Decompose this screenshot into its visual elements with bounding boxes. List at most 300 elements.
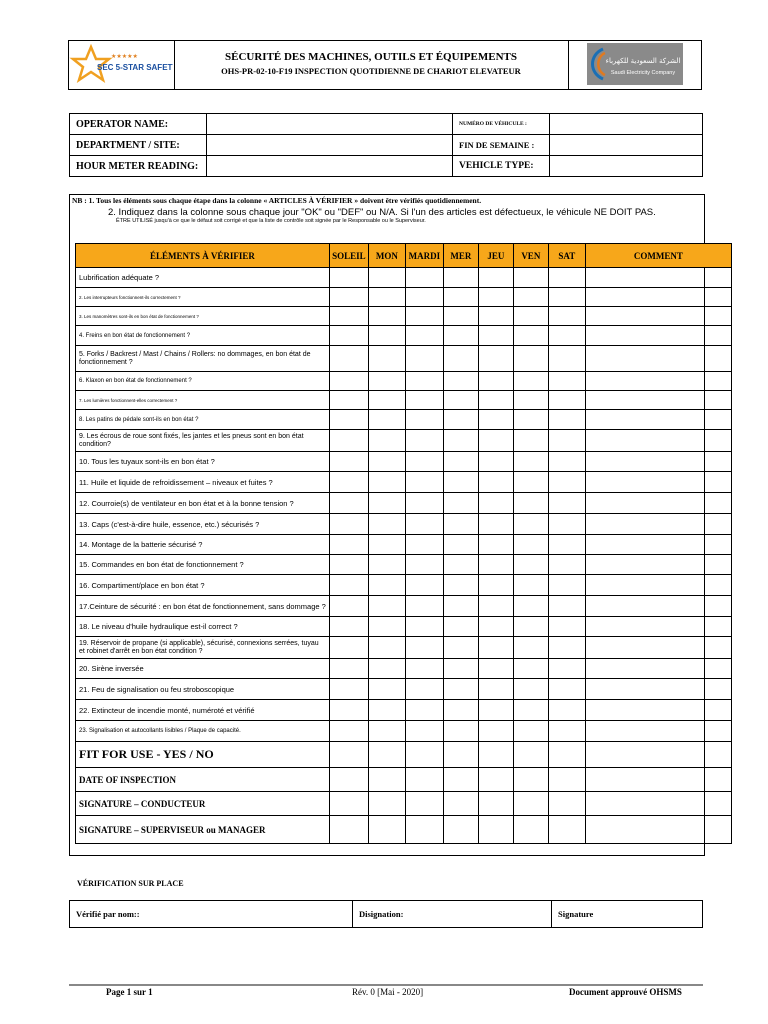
day-check-cell[interactable] bbox=[513, 617, 548, 637]
day-check-cell[interactable] bbox=[443, 659, 478, 679]
note-line-2: 2. Indiquez dans la colonne sous chaque jour "OK" ou "DEF" ou N/A. Si l'un des articles est défectueux, le véhicule NE DOIT PAS. bbox=[108, 207, 656, 218]
designation-field[interactable]: Disignation: bbox=[353, 901, 552, 928]
day-check-cell[interactable] bbox=[548, 617, 585, 637]
day-check-cell[interactable] bbox=[443, 617, 478, 637]
day-check-cell[interactable] bbox=[478, 596, 513, 617]
day-check-cell[interactable] bbox=[443, 535, 478, 555]
day-check-cell[interactable] bbox=[405, 346, 443, 372]
day-check-cell[interactable] bbox=[478, 659, 513, 679]
col-header: COMMENT bbox=[585, 244, 731, 268]
day-check-cell[interactable] bbox=[443, 679, 478, 700]
col-header: JEU bbox=[478, 244, 513, 268]
checklist-item-label: 23. Signalisation et autocollants lisibles / Plaque de capacité. bbox=[76, 721, 330, 742]
comment-cell[interactable] bbox=[585, 575, 731, 596]
day-check-cell[interactable] bbox=[368, 721, 405, 742]
checklist-item-label: 22. Extincteur de incendie monté, numéroté et vérifié bbox=[76, 700, 330, 721]
day-check-cell[interactable] bbox=[329, 410, 368, 430]
day-check-cell[interactable] bbox=[443, 575, 478, 596]
checklist-item-label: 11. Huile et liquide de refroidissement – niveaux et fuites ? bbox=[76, 472, 330, 493]
checklist-item-label: SIGNATURE – SUPERVISEUR ou MANAGER bbox=[76, 816, 330, 844]
day-check-cell[interactable] bbox=[405, 742, 443, 768]
day-check-cell[interactable] bbox=[329, 372, 368, 391]
checklist-row bbox=[76, 700, 732, 721]
day-check-cell[interactable] bbox=[368, 493, 405, 514]
day-check-cell[interactable] bbox=[443, 792, 478, 816]
day-check-cell[interactable] bbox=[513, 659, 548, 679]
day-check-cell[interactable] bbox=[443, 700, 478, 721]
day-check-cell[interactable] bbox=[443, 742, 478, 768]
day-check-cell[interactable] bbox=[329, 288, 368, 307]
col-header: MARDI bbox=[405, 244, 443, 268]
day-check-cell[interactable] bbox=[443, 452, 478, 472]
company-logo-icon bbox=[569, 41, 700, 87]
day-check-cell[interactable] bbox=[478, 700, 513, 721]
day-check-cell[interactable] bbox=[548, 637, 585, 659]
star-logo-icon bbox=[69, 41, 173, 87]
day-check-cell[interactable] bbox=[443, 555, 478, 575]
verification-title: VÉRIFICATION SUR PLACE bbox=[77, 879, 184, 888]
day-check-cell[interactable] bbox=[368, 535, 405, 555]
instructions-note bbox=[72, 196, 762, 224]
day-check-cell[interactable] bbox=[513, 816, 548, 844]
signature-field[interactable]: Signature bbox=[552, 901, 703, 928]
day-check-cell[interactable] bbox=[329, 700, 368, 721]
day-check-cell[interactable] bbox=[548, 326, 585, 346]
day-check-cell[interactable] bbox=[478, 268, 513, 288]
day-check-cell[interactable] bbox=[405, 514, 443, 535]
day-check-cell[interactable] bbox=[329, 326, 368, 346]
day-check-cell[interactable] bbox=[478, 452, 513, 472]
checklist-item-label: 6. Klaxon en bon état de fonctionnement ? bbox=[76, 372, 330, 391]
day-check-cell[interactable] bbox=[548, 555, 585, 575]
vehicle-number-label: NUMÉRO DE VÉHICULE : bbox=[453, 114, 550, 135]
checklist-item-label: 8. Les patins de pédale sont-ils en bon état ? bbox=[76, 410, 330, 430]
day-check-cell[interactable] bbox=[443, 288, 478, 307]
day-check-cell[interactable] bbox=[548, 535, 585, 555]
day-check-cell[interactable] bbox=[548, 307, 585, 326]
checklist-item-label: 20. Sirène inversée bbox=[76, 659, 330, 679]
day-check-cell[interactable] bbox=[329, 721, 368, 742]
day-check-cell[interactable] bbox=[548, 742, 585, 768]
day-check-cell[interactable] bbox=[443, 472, 478, 493]
day-check-cell[interactable] bbox=[513, 410, 548, 430]
day-check-cell[interactable] bbox=[443, 391, 478, 410]
day-check-cell[interactable] bbox=[478, 768, 513, 792]
day-check-cell[interactable] bbox=[405, 326, 443, 346]
day-check-cell[interactable] bbox=[368, 700, 405, 721]
day-check-cell[interactable] bbox=[443, 493, 478, 514]
day-check-cell[interactable] bbox=[405, 555, 443, 575]
checklist-item-label: 2. Les interrupteurs fonctionnent-ils correctement ? bbox=[76, 288, 330, 307]
day-check-cell[interactable] bbox=[548, 372, 585, 391]
comment-cell[interactable] bbox=[585, 742, 731, 768]
day-check-cell[interactable] bbox=[478, 307, 513, 326]
day-check-cell[interactable] bbox=[513, 472, 548, 493]
day-check-cell[interactable] bbox=[478, 535, 513, 555]
hour-meter-label: HOUR METER READING: bbox=[70, 156, 207, 177]
comment-cell[interactable] bbox=[585, 391, 731, 410]
day-check-cell[interactable] bbox=[329, 472, 368, 493]
day-check-cell[interactable] bbox=[548, 768, 585, 792]
day-check-cell[interactable] bbox=[478, 493, 513, 514]
day-check-cell[interactable] bbox=[513, 452, 548, 472]
day-check-cell[interactable] bbox=[548, 575, 585, 596]
day-check-cell[interactable] bbox=[368, 472, 405, 493]
comment-cell[interactable] bbox=[585, 268, 731, 288]
day-check-cell[interactable] bbox=[329, 452, 368, 472]
comment-cell[interactable] bbox=[585, 326, 731, 346]
comment-cell[interactable] bbox=[585, 472, 731, 493]
day-check-cell[interactable] bbox=[443, 372, 478, 391]
comment-cell[interactable] bbox=[585, 555, 731, 575]
day-check-cell[interactable] bbox=[478, 816, 513, 844]
day-check-cell[interactable] bbox=[513, 555, 548, 575]
checklist-row bbox=[76, 372, 732, 391]
comment-cell[interactable] bbox=[585, 452, 731, 472]
day-check-cell[interactable] bbox=[478, 514, 513, 535]
day-check-cell[interactable] bbox=[405, 535, 443, 555]
day-check-cell[interactable] bbox=[443, 596, 478, 617]
operator-info-table bbox=[69, 113, 703, 177]
day-check-cell[interactable] bbox=[329, 391, 368, 410]
day-check-cell[interactable] bbox=[443, 816, 478, 844]
day-check-cell[interactable] bbox=[513, 346, 548, 372]
comment-cell[interactable] bbox=[585, 307, 731, 326]
day-check-cell[interactable] bbox=[405, 452, 443, 472]
day-check-cell[interactable] bbox=[513, 535, 548, 555]
col-header: MON bbox=[368, 244, 405, 268]
day-check-cell[interactable] bbox=[548, 410, 585, 430]
day-check-cell[interactable] bbox=[443, 307, 478, 326]
checklist-table bbox=[75, 243, 732, 844]
day-check-cell[interactable] bbox=[368, 391, 405, 410]
sec-company-logo bbox=[568, 41, 701, 89]
checklist-row bbox=[76, 617, 732, 637]
day-check-cell[interactable] bbox=[443, 346, 478, 372]
page-number: Page 1 sur 1 bbox=[106, 987, 153, 997]
comment-cell[interactable] bbox=[585, 596, 731, 617]
day-check-cell[interactable] bbox=[548, 792, 585, 816]
checklist-row bbox=[76, 596, 732, 617]
day-check-cell[interactable] bbox=[405, 472, 443, 493]
day-check-cell[interactable] bbox=[405, 575, 443, 596]
day-check-cell[interactable] bbox=[478, 430, 513, 452]
day-check-cell[interactable] bbox=[513, 792, 548, 816]
day-check-cell[interactable] bbox=[368, 555, 405, 575]
revision-label: Rév. 0 [Mai - 2020] bbox=[352, 987, 424, 997]
checklist-row bbox=[76, 326, 732, 346]
day-check-cell[interactable] bbox=[329, 555, 368, 575]
comment-cell[interactable] bbox=[585, 792, 731, 816]
checklist-item-label: 19. Réservoir de propane (si applicable), sécurisé, connexions serrées, tuyau et robinet d'arrêt en bon état condition ? bbox=[76, 637, 330, 659]
day-check-cell[interactable] bbox=[478, 391, 513, 410]
day-check-cell[interactable] bbox=[329, 268, 368, 288]
day-check-cell[interactable] bbox=[548, 391, 585, 410]
day-check-cell[interactable] bbox=[548, 679, 585, 700]
day-check-cell[interactable] bbox=[368, 637, 405, 659]
department-site-label: DEPARTMENT / SITE: bbox=[70, 135, 207, 156]
day-check-cell[interactable] bbox=[513, 326, 548, 346]
day-check-cell[interactable] bbox=[329, 430, 368, 452]
day-check-cell[interactable] bbox=[478, 742, 513, 768]
day-check-cell[interactable] bbox=[368, 410, 405, 430]
day-check-cell[interactable] bbox=[513, 493, 548, 514]
vehicle-number-field[interactable] bbox=[550, 114, 703, 135]
comment-cell[interactable] bbox=[585, 617, 731, 637]
day-check-cell[interactable] bbox=[513, 391, 548, 410]
day-check-cell[interactable] bbox=[368, 575, 405, 596]
day-check-cell[interactable] bbox=[405, 410, 443, 430]
approval-label: Document approuvé OHSMS bbox=[569, 987, 682, 997]
day-check-cell[interactable] bbox=[548, 721, 585, 742]
day-check-cell[interactable] bbox=[329, 679, 368, 700]
comment-cell[interactable] bbox=[585, 721, 731, 742]
day-check-cell[interactable] bbox=[329, 792, 368, 816]
checklist-item-label: DATE OF INSPECTION bbox=[76, 768, 330, 792]
day-check-cell[interactable] bbox=[368, 596, 405, 617]
comment-cell[interactable] bbox=[585, 372, 731, 391]
day-check-cell[interactable] bbox=[513, 700, 548, 721]
comment-cell[interactable] bbox=[585, 535, 731, 555]
day-check-cell[interactable] bbox=[405, 596, 443, 617]
day-check-cell[interactable] bbox=[368, 346, 405, 372]
verified-by-field[interactable]: Vérifié par nom:: bbox=[70, 901, 353, 928]
day-check-cell[interactable] bbox=[329, 816, 368, 844]
hour-meter-field[interactable] bbox=[207, 156, 453, 177]
department-site-field[interactable] bbox=[207, 135, 453, 156]
comment-cell[interactable] bbox=[585, 700, 731, 721]
note-line-3: ÊTRE UTILISÉ jusqu'à ce que le défaut soit corrigé et que la liste de contrôle soit signée par le Responsable ou le Superviseur. bbox=[116, 218, 426, 224]
day-check-cell[interactable] bbox=[513, 288, 548, 307]
day-check-cell[interactable] bbox=[405, 617, 443, 637]
comment-cell[interactable] bbox=[585, 410, 731, 430]
day-check-cell[interactable] bbox=[368, 430, 405, 452]
day-check-cell[interactable] bbox=[405, 768, 443, 792]
checklist-item-label: 3. Les manomètres sont-ils en bon état de fonctionnement ? bbox=[76, 307, 330, 326]
day-check-cell[interactable] bbox=[548, 346, 585, 372]
day-check-cell[interactable] bbox=[548, 659, 585, 679]
day-check-cell[interactable] bbox=[548, 816, 585, 844]
col-header: VEN bbox=[513, 244, 548, 268]
day-check-cell[interactable] bbox=[478, 346, 513, 372]
day-check-cell[interactable] bbox=[513, 768, 548, 792]
checklist-item-label: 12. Courroie(s) de ventilateur en bon état et à la bonne tension ? bbox=[76, 493, 330, 514]
logo-right-english: Saudi Electricity Company bbox=[610, 70, 676, 76]
day-check-cell[interactable] bbox=[478, 679, 513, 700]
checklist-item-label: 5. Forks / Backrest / Mast / Chains / Rollers: no dommages, en bon état de fonctionnement ? bbox=[76, 346, 330, 372]
day-check-cell[interactable] bbox=[443, 721, 478, 742]
week-end-label: FIN DE SEMAINE : bbox=[453, 135, 550, 156]
day-check-cell[interactable] bbox=[329, 307, 368, 326]
day-check-cell[interactable] bbox=[329, 596, 368, 617]
day-check-cell[interactable] bbox=[329, 575, 368, 596]
day-check-cell[interactable] bbox=[513, 679, 548, 700]
comment-cell[interactable] bbox=[585, 346, 731, 372]
day-check-cell[interactable] bbox=[478, 721, 513, 742]
day-check-cell[interactable] bbox=[368, 617, 405, 637]
day-check-cell[interactable] bbox=[513, 637, 548, 659]
note-line-1: NB : 1. Tous les éléments sous chaque étape dans la colonne « ARTICLES À VÉRIFIER » doivent être vérifiés quotidiennement. bbox=[72, 196, 482, 205]
day-check-cell[interactable] bbox=[443, 410, 478, 430]
day-check-cell[interactable] bbox=[548, 452, 585, 472]
checklist-row bbox=[76, 472, 732, 493]
day-check-cell[interactable] bbox=[513, 742, 548, 768]
checklist-row bbox=[76, 659, 732, 679]
operator-name-field[interactable] bbox=[207, 114, 453, 135]
week-end-field[interactable] bbox=[550, 135, 703, 156]
day-check-cell[interactable] bbox=[478, 372, 513, 391]
day-check-cell[interactable] bbox=[478, 410, 513, 430]
day-check-cell[interactable] bbox=[405, 700, 443, 721]
day-check-cell[interactable] bbox=[548, 472, 585, 493]
day-check-cell[interactable] bbox=[405, 391, 443, 410]
day-check-cell[interactable] bbox=[513, 268, 548, 288]
col-header: SAT bbox=[548, 244, 585, 268]
day-check-cell[interactable] bbox=[548, 493, 585, 514]
logo-right-arabic: الشركة السعودية للكهرباء bbox=[605, 57, 681, 65]
day-check-cell[interactable] bbox=[548, 268, 585, 288]
vehicle-type-field[interactable] bbox=[550, 156, 703, 177]
day-check-cell[interactable] bbox=[513, 575, 548, 596]
sec-safety-logo bbox=[69, 41, 175, 89]
day-check-cell[interactable] bbox=[329, 493, 368, 514]
day-check-cell[interactable] bbox=[443, 637, 478, 659]
day-check-cell[interactable] bbox=[329, 514, 368, 535]
comment-cell[interactable] bbox=[585, 768, 731, 792]
checklist-item-label: 13. Caps (c'est-à-dire huile, essence, etc.) sécurisés ? bbox=[76, 514, 330, 535]
comment-cell[interactable] bbox=[585, 430, 731, 452]
date-inspection-row bbox=[76, 768, 732, 792]
day-check-cell[interactable] bbox=[478, 288, 513, 307]
day-check-cell[interactable] bbox=[478, 555, 513, 575]
day-check-cell[interactable] bbox=[405, 372, 443, 391]
day-check-cell[interactable] bbox=[513, 372, 548, 391]
fit-for-use-row bbox=[76, 742, 732, 768]
day-check-cell[interactable] bbox=[405, 816, 443, 844]
day-check-cell[interactable] bbox=[513, 721, 548, 742]
checklist-item-label: 15. Commandes en bon état de fonctionnement ? bbox=[76, 555, 330, 575]
checklist-row bbox=[76, 493, 732, 514]
day-check-cell[interactable] bbox=[368, 742, 405, 768]
day-check-cell[interactable] bbox=[368, 307, 405, 326]
day-check-cell[interactable] bbox=[478, 326, 513, 346]
comment-cell[interactable] bbox=[585, 514, 731, 535]
day-check-cell[interactable] bbox=[478, 792, 513, 816]
day-check-cell[interactable] bbox=[368, 288, 405, 307]
day-check-cell[interactable] bbox=[329, 637, 368, 659]
day-check-cell[interactable] bbox=[368, 816, 405, 844]
checklist-item-label: 7. Les lumières fonctionnent-elles correctement ? bbox=[76, 391, 330, 410]
day-check-cell[interactable] bbox=[548, 288, 585, 307]
checklist-item-label: 17.Ceinture de sécurité : en bon état de fonctionnement, sans dommage ? bbox=[76, 596, 330, 617]
day-check-cell[interactable] bbox=[405, 307, 443, 326]
checklist-row bbox=[76, 452, 732, 472]
col-header: MER bbox=[443, 244, 478, 268]
checklist-item-label: Lubrification adéquate ? bbox=[76, 268, 330, 288]
checklist-header-row bbox=[76, 244, 732, 268]
day-check-cell[interactable] bbox=[513, 307, 548, 326]
day-check-cell[interactable] bbox=[368, 679, 405, 700]
day-check-cell[interactable] bbox=[478, 472, 513, 493]
day-check-cell[interactable] bbox=[329, 742, 368, 768]
day-check-cell[interactable] bbox=[443, 430, 478, 452]
col-header: ÉLÉMENTS À VÉRIFIER bbox=[76, 244, 330, 268]
day-check-cell[interactable] bbox=[405, 637, 443, 659]
operator-name-label: OPERATOR NAME: bbox=[70, 114, 207, 135]
comment-cell[interactable] bbox=[585, 493, 731, 514]
day-check-cell[interactable] bbox=[405, 721, 443, 742]
vehicle-type-label: VEHICLE TYPE: bbox=[453, 156, 550, 177]
day-check-cell[interactable] bbox=[548, 596, 585, 617]
checklist-row bbox=[76, 410, 732, 430]
checklist-row bbox=[76, 391, 732, 410]
day-check-cell[interactable] bbox=[548, 700, 585, 721]
day-check-cell[interactable] bbox=[329, 659, 368, 679]
checklist-item-label: 16. Compartiment/place en bon état ? bbox=[76, 575, 330, 596]
checklist-row bbox=[76, 637, 732, 659]
checklist-item-label: 21. Feu de signalisation ou feu stroboscopique bbox=[76, 679, 330, 700]
day-check-cell[interactable] bbox=[368, 268, 405, 288]
day-check-cell[interactable] bbox=[513, 596, 548, 617]
comment-cell[interactable] bbox=[585, 679, 731, 700]
day-check-cell[interactable] bbox=[329, 535, 368, 555]
day-check-cell[interactable] bbox=[329, 346, 368, 372]
day-check-cell[interactable] bbox=[478, 637, 513, 659]
day-check-cell[interactable] bbox=[443, 768, 478, 792]
day-check-cell[interactable] bbox=[513, 430, 548, 452]
day-check-cell[interactable] bbox=[368, 659, 405, 679]
day-check-cell[interactable] bbox=[478, 575, 513, 596]
day-check-cell[interactable] bbox=[548, 514, 585, 535]
day-check-cell[interactable] bbox=[443, 268, 478, 288]
day-check-cell[interactable] bbox=[443, 326, 478, 346]
day-check-cell[interactable] bbox=[405, 659, 443, 679]
checklist-row bbox=[76, 575, 732, 596]
day-check-cell[interactable] bbox=[405, 268, 443, 288]
day-check-cell[interactable] bbox=[513, 514, 548, 535]
day-check-cell[interactable] bbox=[368, 452, 405, 472]
checklist-row bbox=[76, 288, 732, 307]
checklist-row bbox=[76, 721, 732, 742]
day-check-cell[interactable] bbox=[443, 514, 478, 535]
comment-cell[interactable] bbox=[585, 288, 731, 307]
checklist-row bbox=[76, 514, 732, 535]
comment-cell[interactable] bbox=[585, 816, 731, 844]
day-check-cell[interactable] bbox=[329, 617, 368, 637]
day-check-cell[interactable] bbox=[405, 679, 443, 700]
day-check-cell[interactable] bbox=[368, 768, 405, 792]
day-check-cell[interactable] bbox=[478, 617, 513, 637]
comment-cell[interactable] bbox=[585, 637, 731, 659]
day-check-cell[interactable] bbox=[329, 768, 368, 792]
day-check-cell[interactable] bbox=[548, 430, 585, 452]
day-check-cell[interactable] bbox=[368, 792, 405, 816]
checklist-row bbox=[76, 679, 732, 700]
col-header: SOLEIL bbox=[329, 244, 368, 268]
day-check-cell[interactable] bbox=[405, 430, 443, 452]
checklist-item-label: 18. Le niveau d'huile hydraulique est-il correct ? bbox=[76, 617, 330, 637]
svg-text:★★★★★: ★★★★★ bbox=[111, 53, 138, 60]
day-check-cell[interactable] bbox=[405, 792, 443, 816]
checklist-item-label: 14. Montage de la batterie sécurisé ? bbox=[76, 535, 330, 555]
day-check-cell[interactable] bbox=[368, 372, 405, 391]
day-check-cell[interactable] bbox=[405, 288, 443, 307]
comment-cell[interactable] bbox=[585, 659, 731, 679]
day-check-cell[interactable] bbox=[405, 493, 443, 514]
day-check-cell[interactable] bbox=[368, 514, 405, 535]
day-check-cell[interactable] bbox=[368, 326, 405, 346]
checklist-item-label: FIT FOR USE - YES / NO bbox=[76, 742, 330, 768]
